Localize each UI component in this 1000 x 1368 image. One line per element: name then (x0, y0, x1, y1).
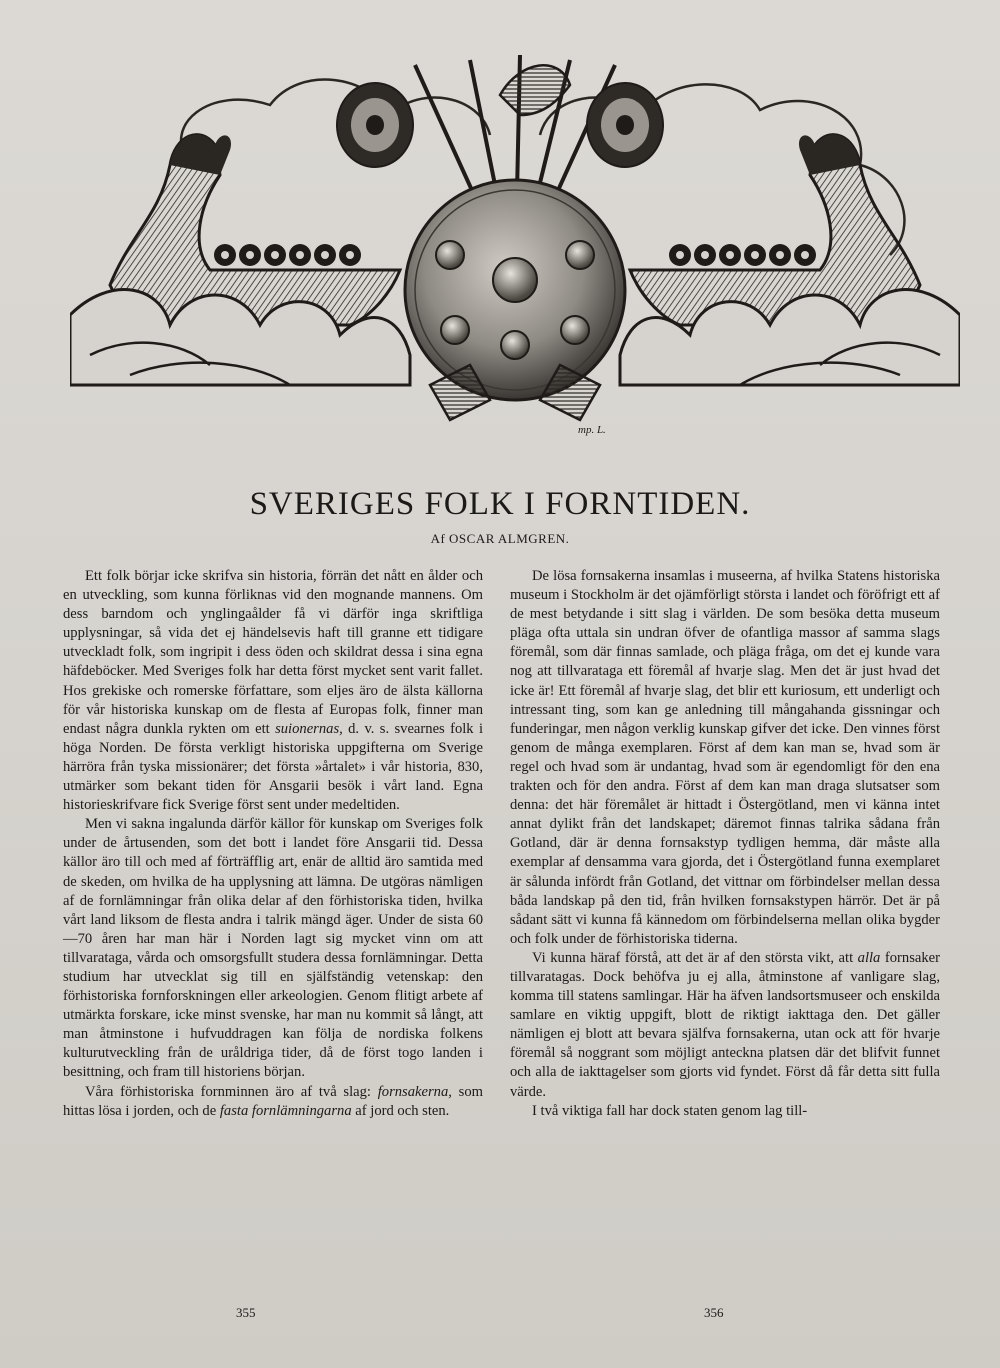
right-text-column (510, 567, 940, 1121)
article-title: SVERIGES FOLK I FORNTIDEN. (249, 486, 751, 522)
right-small-shield (587, 83, 663, 167)
page-number-right: 356 (704, 1305, 724, 1320)
article-byline: Af OSCAR ALMGREN. (430, 531, 570, 546)
left-small-shield (337, 83, 413, 167)
left-viking-ship (110, 135, 400, 325)
left-text-column (63, 567, 483, 1121)
page-number-left: 355 (236, 1305, 256, 1320)
paragraph: Men vi sakna ingalunda därför källor för kunskap om Sveriges folk under de årtusenden, som det bott i landet före Ansgarii tid. Dessa källor äro till och med af förträfflig art, enär de alltid äro samtida med de skeden, om hvilka de ha upplysning att lämna. De utgöras nämligen af de fornlämningar från olika delar af den förhistoriska tiden, hvilka vårt land liksom de flesta andra i talrik mängd äger. Under de sista 60—70 åren har man här i Norden lagt sig mycket vinn om att tillvarataga, vårda och omsorgsfullt studera dessa fornlämningar. Detta studium har utvecklat sig till en själfständig vetenskap: den förhistoriska fornforskningen eller arkeologien. Genom flitigt arbete af utmärkta forskare, icke minst svenske, har man nu kommit så långt, att man åtminstone i hufvuddragen kan följa de nordiska folkens kulturutveckling från de uråldriga tider, då de först togo landen i besittning, och fram till historiens början. (63, 816, 483, 1081)
header-vignette-illustration (70, 55, 960, 445)
paragraph: Våra förhistoriska fornminnen äro af två slag: fornsakerna, som hittas lösa i jorden, och de fasta fornlämningarna af jord och sten. (63, 1083, 483, 1119)
central-shield (405, 180, 625, 400)
artist-signature: mp. L. (578, 424, 606, 436)
paragraph: Vi kunna häraf förstå, att det är af den största vikt, att alla fornsaker tillvaratagas. Dock behöfva ju ej alla, åtminstone af vanligare slag, komma till statens samlingar. Här ha äfven landsortsmuseer och enskilda samlare en viktig uppgift, blott de riktigt iakttaga den. Det gäller nämligen ej blott att bevara själfva fornsakerna, utan ock att för hvarje föremål så noggrant som möjligt anteckna platsen där det blifvit funnet och alla de iakttagelser som gjorts vid fyndet. Först då får detta sitt fulla värde. (510, 949, 940, 1100)
paragraph: De lösa fornsakerna insamlas i museerna, af hvilka Statens historiska museum i Stockholm är det ojämförligt största i landet och föröfrigt ett af de mest betydande i sitt slag i världen. De som besöka detta museum pläga ofta uttala sin undran öfver de ofantliga massor af samma slags föremål, som där finnas samlade, och pläga fråga, om det ej kunde vara nog att tillvarataga ett föremål af hvarje slag. Men det är just hvad det icke är! Ett föremål af hvarje slag, det blir ett kuriosum, ett underligt och intressant ting, som kan ge anledning till mångahanda gissningar och funderingar, men någon verklig kunskap gifver det icke. Den vinnes först genom de många exemplaren. Först af dem kan man se, hvad som är regel och hvad som är undantag, hvad som är egendomligt för den ena trakten och för den andra. Först af dem kan man draga slutsatser som denna: det här föremålet är hittadt i Östergötland, men vi känna intet annat dylikt från det landskapet; däremot finnas talrika sådana från Gotland, där är denna fornsakstyp tydligen hemma, där måste alla exemplar af densamma vara gjorda, det i Östergötland funna exemplaret är sålunda infördt från Gotland, det vittnar om förbindelser mellan dessa båda landskap på den tid, från hvilken fornsakstypen härrör. Det är på sådant sätt vi kunna få kännedom om förbindelserna mellan olika bygder och folk under de förhistoriska tiderna. (510, 568, 940, 947)
paragraph: Ett folk börjar icke skrifva sin historia, förrän det nått en ålder och en utveckling, som kunna förliknas vid den mognande mannens. Om dess barndom och ynglingaålder få vi därför inga skriftliga upplysningar, så vida det ej händelsevis haft till granne ett tidigare utveckladt folk, som ingripit i dess öden och skildrat dessa i sina egna häfdeböcker. Med Sveriges folk har detta först mycket sent varit fallet. Hos grekiske och romerske författare, som eljes äro de älsta källorna för vår historiska kunskap om de flesta af Europas folk, finner man endast några dunkla rykten om ett suionernas, d. v. s. svearnes folk i höga Norden. De första verkligt historiska uppgifterna om Sverige härröra från tyska missionärer; det första »årtalet» i vår historia, 830, utmärker som bekant tiden för Ansgarii besök i vårt land. Egna historieskrifvare fick Sverige först sent under medeltiden. (63, 568, 483, 814)
right-viking-ship (630, 135, 920, 325)
paragraph: I två viktiga fall har dock staten genom lag till- (532, 1102, 808, 1119)
